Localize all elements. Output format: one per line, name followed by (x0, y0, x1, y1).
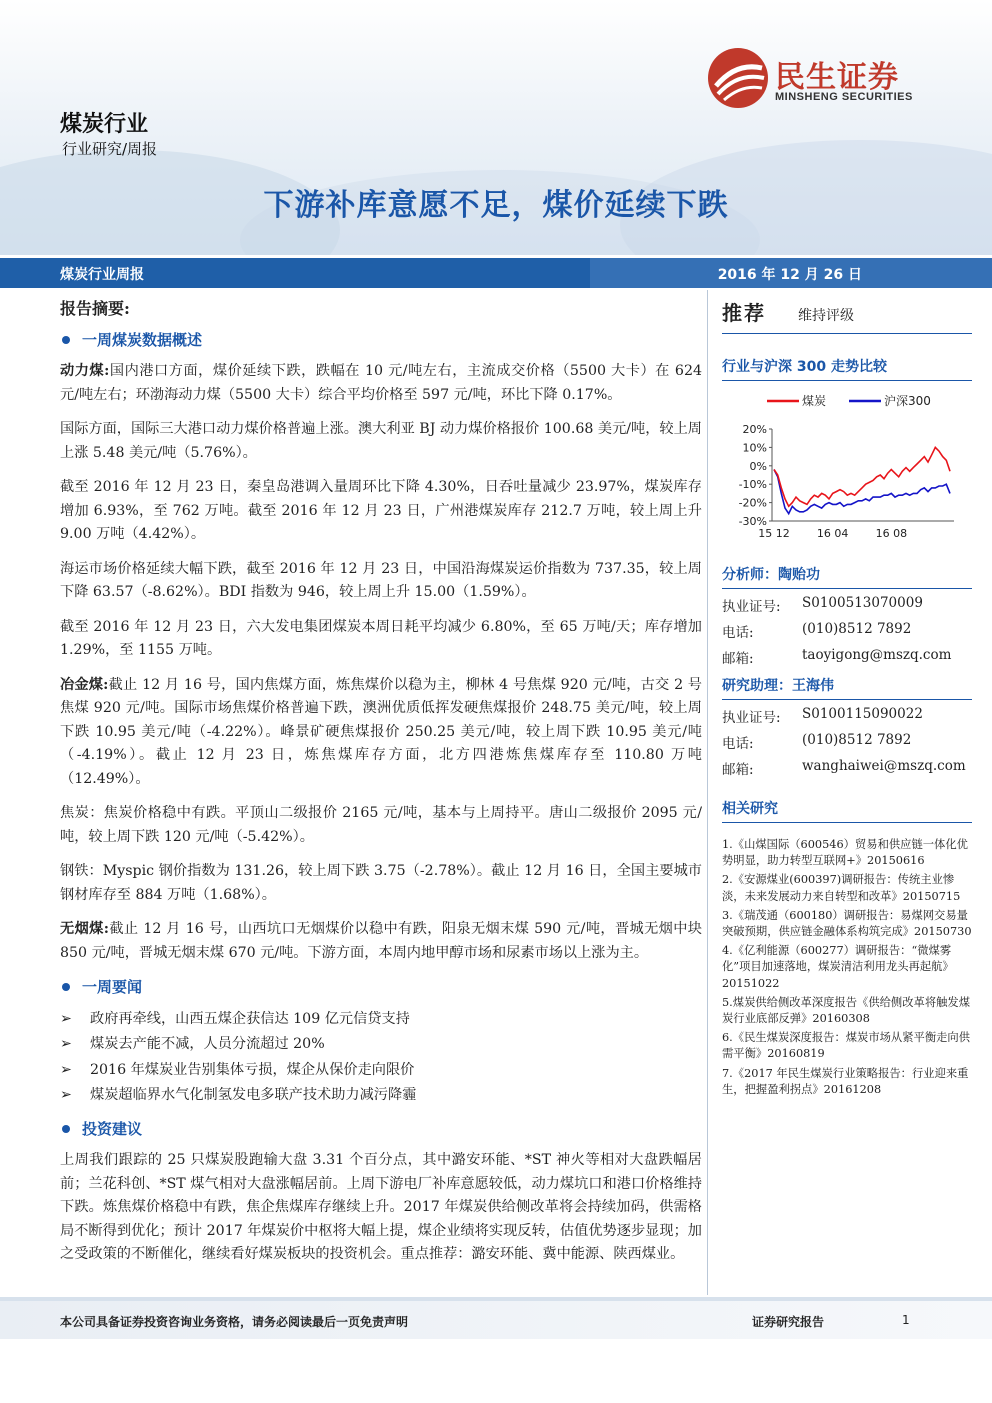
bullet-dot-icon (62, 1125, 70, 1133)
info-row (722, 758, 972, 784)
paragraph: 截至 2016 年 12 月 23 日，秦皇岛港调入量周环比下降 4.30%，日吞吐量减少 23.97%，煤炭库存增加 6.93%，至 762 万吨。截至 2016 年 12 月 23 日，广州港煤炭库存 212.7 万吨，较上周上升 9.00 万吨（4.42%）。 (60, 479, 702, 542)
y-tick-label: -20% (738, 496, 767, 510)
related-item[interactable]: 5.煤炭供给侧改革深度报告《供给侧改革将触发煤炭行业底部反弹》20160308 (722, 995, 971, 1026)
info-key: 执业证号: (722, 599, 781, 615)
section-header (60, 976, 702, 1000)
related-item[interactable]: 4.《亿利能源（600277）调研报告：“微煤雾化”项目加速落地，煤炭清洁利用龙头再起航》20151022 (722, 944, 954, 990)
industry-title: 煤炭行业 (60, 112, 149, 137)
paragraph-lead: 冶金煤: (60, 676, 109, 693)
page-number: 1 (902, 1313, 910, 1327)
headline: 下游补库意愿不足，煤价延续下跌 (263, 188, 729, 223)
info-value: (010)8512 7892 (802, 732, 912, 748)
info-row (722, 732, 972, 758)
assistant-head: 研究助理：王海伟 (722, 675, 972, 700)
y-tick-label: 10% (742, 441, 767, 455)
paragraph-text: 截止 12 月 16 号，国内焦煤方面，炼焦煤价以稳为主，柳林 4 号焦煤 920 元/吨，古交 2 号焦煤 920 元/吨。国际市场焦煤价格普遍下跌，澳洲优质低挥发硬焦煤报价 248.75 美元/吨，较上周下跌 10.95 美元/吨（-4.22%）。峰景矿硬焦煤报价 250.25 美元/吨，较上周下跌 10.95 美元/吨（-4.19%）。截止 12 月 23 日，炼焦煤库存方面，北方四港炼焦煤库存至 110.80 万吨（12.49%）。 (60, 676, 702, 787)
info-key: 电话: (722, 625, 754, 641)
y-tick-label: -30% (738, 515, 767, 528)
news-text: 煤炭去产能不减，人员分流超过 20% (90, 1036, 325, 1052)
x-tick-label: 16 08 (875, 527, 908, 540)
bullet-dot-icon (62, 983, 70, 991)
rating-block (722, 293, 972, 334)
info-value: S0100115090022 (802, 706, 923, 722)
trend-chart (722, 389, 972, 554)
arrow-bullet-icon: ➢ (60, 1010, 72, 1027)
main-column (60, 293, 702, 1278)
info-value: (010)8512 7892 (802, 621, 912, 637)
paragraph: 国际方面，国际三大港口动力煤价格普遍上涨。澳大利亚 BJ 动力煤价格报价 100.68 美元/吨，较上周上涨 5.48 美元/吨（5.76%）。 (60, 421, 702, 461)
info-key: 电话: (722, 736, 754, 752)
related-item[interactable]: 7.《2017 年民生煤炭行业策略报告：行业迎来重生，把握盈利拐点》20161208 (722, 1066, 969, 1096)
paragraph (60, 674, 702, 792)
arrow-bullet-icon: ➢ (60, 1061, 72, 1078)
y-tick-label: 0% (749, 459, 767, 473)
series-line-coal (774, 447, 950, 506)
report-type: 行业研究/周报 (62, 140, 158, 158)
column-divider (707, 290, 708, 1295)
footer-report-type: 证券研究报告 (752, 1315, 825, 1329)
band-label: 煤炭行业周报 (60, 267, 144, 283)
section-title: 一周要闻 (82, 978, 143, 996)
bullet-dot-icon (62, 336, 70, 344)
news-item (60, 1084, 702, 1108)
legend-label: 沪深300 (884, 394, 931, 408)
section-title: 投资建议 (82, 1119, 143, 1138)
footer-disclaimer: 本公司具备证券投资咨询业务资格，请务必阅读最后一页免责声明 (60, 1315, 409, 1329)
paragraph-text: 截止 12 月 16 号，山西坑口无烟煤价以稳中有跌，阳泉无烟末煤 590 元/吨，晋城无烟中块 850 元/吨，晋城无烟末煤 670 元/吨。下游方面，本周内地甲醇市场和尿素市场以上涨为主。 (60, 921, 702, 961)
legend-label: 煤炭 (802, 394, 827, 408)
info-key: 执业证号: (722, 710, 781, 726)
paragraph (60, 360, 702, 407)
rating: 维持评级 (798, 308, 854, 324)
recommendation: 推荐 (722, 301, 766, 325)
paragraph-text: 国内港口方面，煤价延续下跌，跌幅在 10 元/吨左右，主流成交价格（5500 大卡）在 624 元/吨左右；环渤海动力煤（5500 大卡）综合平均价格至 597 元/吨，环比下降 0.17%。 (60, 363, 702, 403)
x-tick-label: 15 12 (758, 527, 790, 540)
analyst-info (722, 595, 972, 673)
related-head: 相关研究 (722, 798, 972, 823)
section-header (60, 329, 702, 353)
email-link[interactable]: taoyigong@mszq.com (802, 647, 952, 663)
paragraph: 钢铁：Myspic 钢价指数为 131.26，较上周下跌 3.75（-2.78%）。截止 12 月 16 日，全国主要城市钢材库存至 884 万吨（1.68%）。 (60, 863, 702, 903)
section-header (60, 1118, 702, 1142)
news-text: 2016 年煤炭业告别集体亏损，煤企从保价走向限价 (90, 1061, 415, 1078)
news-text: 煤炭超临界水气化制氢发电多联产技术助力减污降霾 (90, 1087, 417, 1103)
paragraph (60, 918, 702, 965)
related-item[interactable]: 3.《瑞茂通（600180）调研报告：易煤网交易量突破预期，供应链金融体系构筑完成》20150730 (722, 908, 972, 939)
chart-title: 行业与沪深 300 走势比较 (722, 356, 972, 381)
logo-icon (706, 46, 770, 110)
paragraph: 海运市场价格延续大幅下跌，截至 2016 年 12 月 23 日，中国沿海煤炭运价指数为 737.35，较上周下降 63.57（-8.62%）。BDI 指数为 946，较上周上升 15.00（1.59%）。 (60, 560, 702, 600)
y-tick-label: -10% (738, 478, 767, 492)
related-item[interactable]: 6.《民生煤炭深度报告：煤炭市场从紧平衡走向供需平衡》20160819 (722, 1031, 971, 1061)
news-item (60, 1008, 702, 1032)
paragraph-lead: 动力煤: (60, 363, 110, 379)
paragraph: 上周我们跟踪的 25 只煤炭股跑输大盘 3.31 个百分点，其中潞安环能、*ST 神火等相对大盘跌幅居前；兰花科创、*ST 煤气相对大盘涨幅居前。上周下游电厂补库意愿较低，动力煤坑口和港口价格维持下跌。炼焦煤价格稳中有跌，焦企焦煤库存继续上升。2017 年煤炭供给侧改革将会持续加码，供需格局不断得到优化；预计 2017 年煤炭价中枢将大幅上提，煤企业绩将实现反转，估值优势逐步显现；加之受政策的不断催化，继续看好煤炭板块的投资机会。重点推荐：潞安环能、冀中能源、陕西煤业。 (60, 1152, 702, 1262)
series-line-hs300 (774, 470, 950, 514)
summary-title: 报告摘要: (60, 299, 130, 318)
analyst-head: 分析师：陶贻功 (722, 564, 972, 589)
info-key: 邮箱: (722, 762, 754, 778)
arrow-bullet-icon: ➢ (60, 1036, 72, 1052)
news-item (60, 1059, 702, 1083)
assistant-info (722, 706, 972, 784)
x-tick-label: 16 04 (816, 527, 849, 540)
brand-name: 民生证券 (775, 60, 899, 95)
paragraph: 截至 2016 年 12 月 23 日，六大发电集团煤炭本周日耗平均减少 6.80%，至 65 万吨/天；库存增加 1.29%，至 1155 万吨。 (60, 618, 702, 658)
info-row (722, 595, 972, 621)
report-date: 2016 年 12 月 26 日 (717, 267, 862, 283)
related-item[interactable]: 2.《安源煤业(600397)调研报告：传统主业惨淡，未来发展动力来自转型和改革》20150715 (722, 873, 961, 903)
side-column (722, 293, 972, 1101)
info-row (722, 706, 972, 732)
related-list (722, 837, 972, 1098)
brand-name-en: MINSHENG SECURITIES (775, 91, 913, 103)
info-value: S0100513070009 (802, 595, 923, 611)
info-row (722, 647, 972, 673)
news-text: 政府再牵线，山西五煤企获信达 109 亿元信贷支持 (90, 1010, 410, 1027)
related-item[interactable]: 1.《山煤国际（600546）贸易和供应链一体化优势明显，助力转型互联网+》20150616 (722, 838, 968, 868)
paragraph: 焦炭：焦炭价格稳中有跌。平顶山二级报价 2165 元/吨，基本与上周持平。唐山二级报价 2095 元/吨，较上周下跌 120 元/吨（-5.42%）。 (60, 805, 702, 845)
section-title: 一周煤炭数据概述 (82, 330, 203, 349)
y-tick-label: 20% (742, 423, 767, 436)
news-item (60, 1033, 702, 1057)
arrow-bullet-icon: ➢ (60, 1087, 72, 1103)
info-key: 邮箱: (722, 651, 754, 667)
paragraph-lead: 无烟煤: (60, 921, 109, 937)
email-link[interactable]: wanghaiwei@mszq.com (802, 758, 966, 774)
info-row (722, 621, 972, 647)
